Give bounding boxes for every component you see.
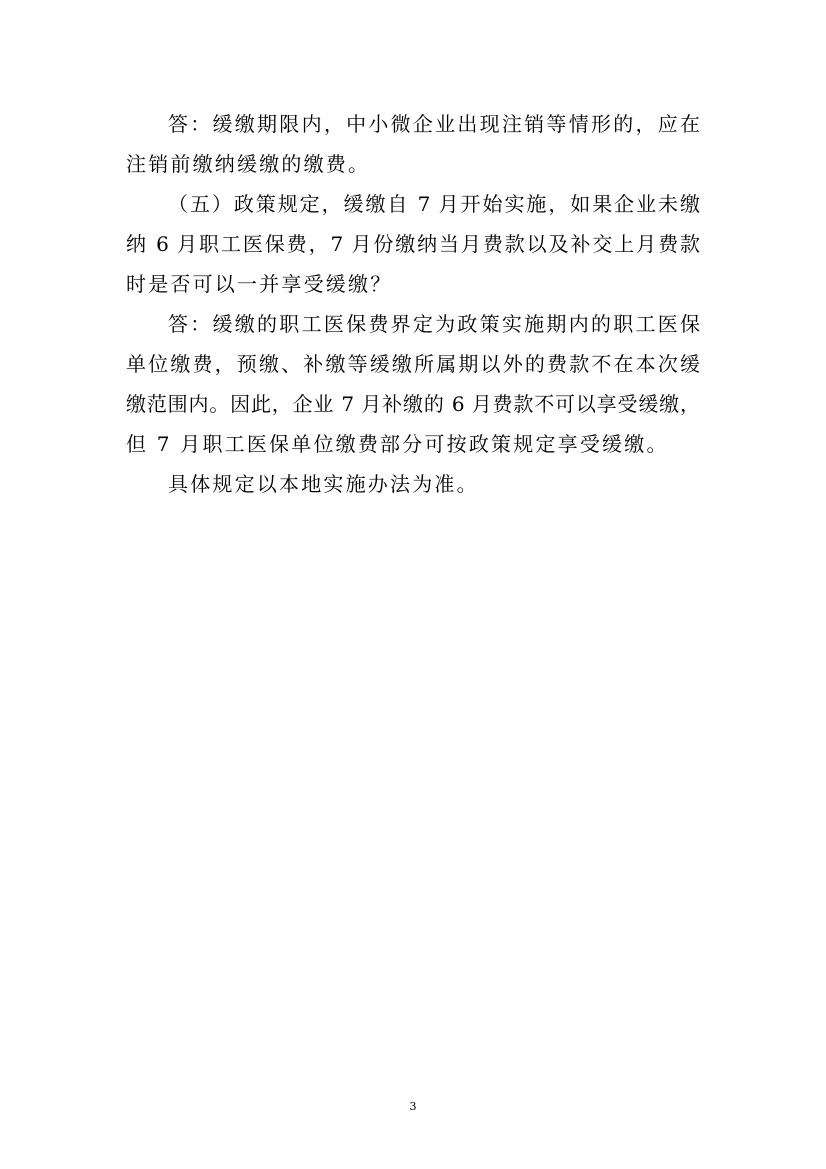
- question-5-line-1: （五）政策规定，缓缴自 7 月开始实施，如果企业未缴: [168, 192, 700, 216]
- answer-5-line-2: 单位缴费，预缴、补缴等缓缴所属期以外的费款不在本次缓: [126, 352, 700, 376]
- page-number: 3: [409, 1100, 417, 1113]
- answer-5-line-3: 缴范围内。因此，企业 7 月补缴的 6 月费款不可以享受缓缴，: [126, 392, 700, 416]
- answer-5-line-4: 但 7 月职工医保单位缴费部分可按政策规定享受缓缴。: [126, 432, 669, 456]
- document-body: [126, 104, 700, 504]
- answer-4-line-2: 注销前缴纳缓缴的缴费。: [126, 152, 371, 176]
- question-5-line-3: 时是否可以一并享受缓缴？: [126, 272, 393, 296]
- answer-4-line-1: 答：缓缴期限内，中小微企业出现注销等情形的，应在: [168, 112, 700, 136]
- answer-5-line-1: 答：缓缴的职工医保费界定为政策实施期内的职工医保: [168, 312, 700, 336]
- closing-note: 具体规定以本地实施办法为准。: [168, 472, 479, 496]
- question-5-line-2: 纳 6 月职工医保费，7 月份缴纳当月费款以及补交上月费款: [126, 232, 700, 256]
